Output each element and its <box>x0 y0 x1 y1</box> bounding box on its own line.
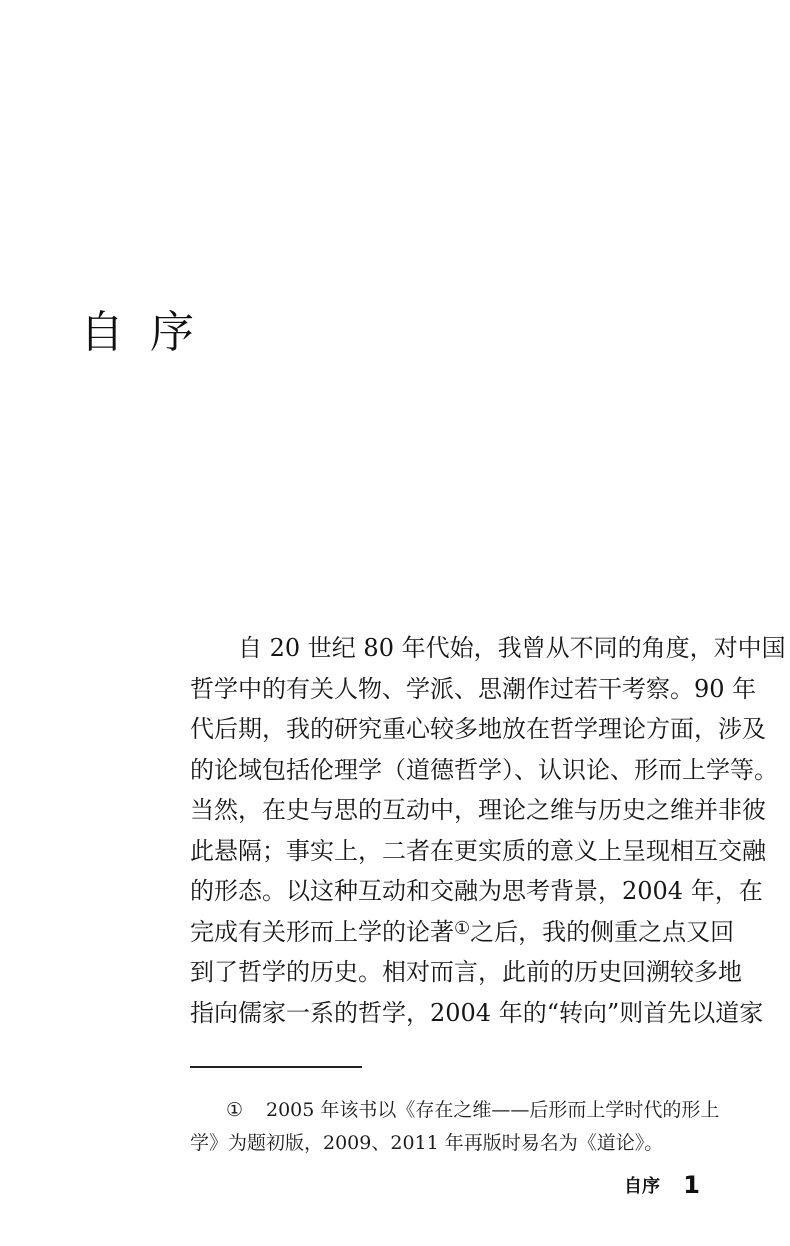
body-line-8 <box>190 912 735 953</box>
preface-body <box>190 628 786 1033</box>
footnote-line-1 <box>190 1094 720 1127</box>
body-line-6: 此悬隔；事实上，二者在更实质的意义上呈现相互交融 <box>190 836 766 865</box>
body-line-3: 代后期，我的研究重心较多地放在哲学理论方面，涉及 <box>190 715 766 743</box>
body-line-8-part-1: 完成有关形而上学的论著 <box>190 917 454 946</box>
footnote-line-2: 学》为题初版，2009、2011 年再版时易名为《道论》。 <box>190 1132 664 1154</box>
body-line-1: 自 20 世纪 80 年代始，我曾从不同的角度，对中国 <box>238 634 786 662</box>
chapter-title: 自序 <box>80 307 220 358</box>
body-line-4: 的论域包括伦理学（道德哲学）、认识论、形而上学等。 <box>190 755 778 784</box>
running-footer <box>560 1172 710 1202</box>
body-line-7: 的形态。以这种互动和交融为思考背景，2004 年，在 <box>190 877 763 905</box>
footnote-marker: ① <box>226 1099 244 1121</box>
body-line-10: 指向儒家一系的哲学，2004 年的“转向”则首先以道家 <box>190 998 764 1027</box>
footer-section-label: 自序 <box>624 1176 660 1197</box>
footnote-text-1: 2005 年该书以《存在之维——后形而上学时代的形上 <box>266 1099 720 1121</box>
body-line-9: 到了哲学的历史。相对而言，此前的历史回溯较多地 <box>190 958 742 986</box>
body-line-5: 当然，在史与思的互动中，理论之维与历史之维并非彼 <box>190 796 766 824</box>
footnote-reference[interactable]: ① <box>454 917 471 939</box>
footnote <box>190 1094 720 1160</box>
body-line-8-part-2: 之后，我的侧重之点又回 <box>470 917 735 946</box>
page-number: 1 <box>683 1171 700 1199</box>
footnote-divider <box>190 1066 362 1068</box>
body-line-2: 哲学中的有关人物、学派、思潮作过若干考察。90 年 <box>190 674 757 703</box>
